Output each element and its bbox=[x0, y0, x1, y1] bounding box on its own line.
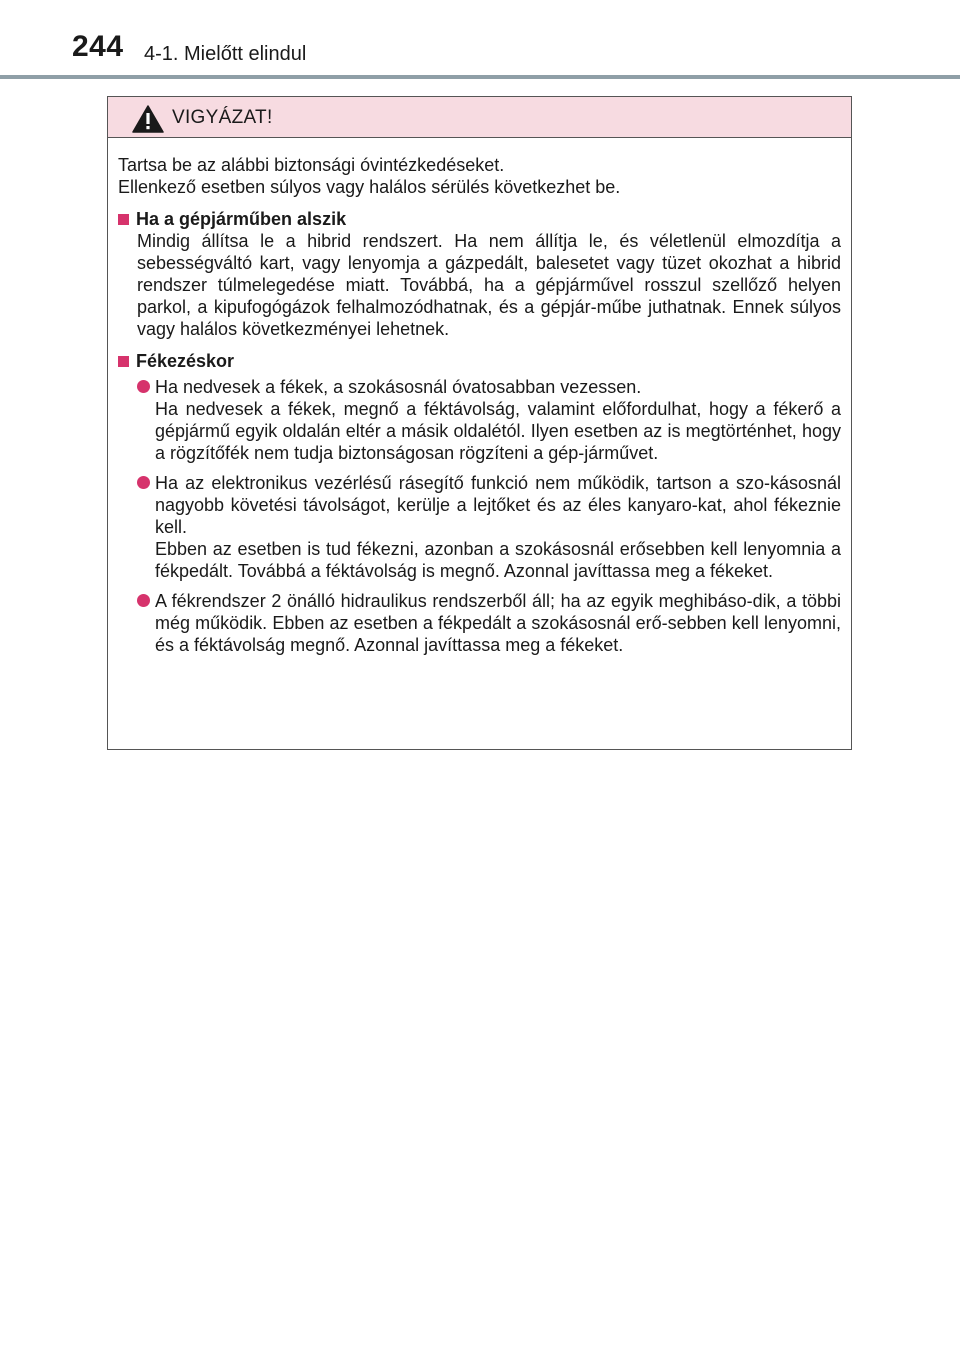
square-bullet-icon bbox=[118, 214, 129, 225]
header-divider bbox=[0, 75, 960, 79]
bullet-text: Ha nedvesek a fékek, a szokásosnál óvatosabban vezessen. bbox=[155, 377, 642, 397]
bullet-item bbox=[118, 472, 841, 582]
warning-header bbox=[108, 97, 851, 138]
bullet-text: Ha az elektronikus vezérlésű rásegítő funkció nem működik, tartson a szo-kásosnál nagyobb követési távolságot, kerülje a lejtőket és az éles kanyaro-kat, ahol fékeznie kell. bbox=[155, 473, 841, 537]
section-heading-text: Ha a gépjárműben alszik bbox=[136, 209, 347, 229]
bullet-text: Ebben az esetben is tud fékezni, azonban a szokásosnál erősebben kell lenyomnia a fékpedált. Továbbá a féktávolság is megnő. Azonnal javíttassa meg a fékeket. bbox=[155, 539, 841, 581]
section-sleeping bbox=[118, 208, 841, 340]
warning-triangle-icon bbox=[132, 105, 164, 133]
warning-title: VIGYÁZAT! bbox=[172, 107, 273, 128]
warning-intro bbox=[118, 154, 841, 198]
warning-box bbox=[107, 96, 852, 750]
bullet-text: A fékrendszer 2 önálló hidraulikus rendszerből áll; ha az egyik meghibáso-dik, a többi még működik. Ebben az esetben a fékpedált a szokásosnál erő-sebben kell lenyomni, és a féktávolság megnő. Azonnal javíttassa meg a fékeket. bbox=[155, 591, 841, 655]
circle-bullet-icon bbox=[137, 594, 150, 607]
intro-line: Tartsa be az alábbi biztonsági óvintézkedéseket. bbox=[118, 155, 505, 175]
page-number: 244 bbox=[72, 30, 124, 63]
page-header bbox=[0, 0, 960, 80]
section-heading-text: Fékezéskor bbox=[136, 351, 235, 371]
bullet-item bbox=[118, 590, 841, 656]
section-braking bbox=[118, 350, 841, 656]
section-text: Mindig állítsa le a hibrid rendszert. Ha nem állítja le, és véletlenül elmozdítja a sebességváltó kart, vagy lenyomja a gázpedált, balesetet vagy tüzet okozhat a hibrid rendszer túlmelegedése miatt. Továbbá, ha a gépjárművel rosszul szellőző helyen parkol, a kipufogógázok felhalmozódhatnak, és a gépjár-műbe juthatnak. Ennek súlyos vagy halálos következményei lehetnek. bbox=[137, 231, 841, 339]
circle-bullet-icon bbox=[137, 476, 150, 489]
bullet-text: Ha nedvesek a fékek, megnő a féktávolság, valamint előfordulhat, hogy a fékerő a gépjármű egyik oldalán eltér a másik oldalétól. Ilyen esetben az is megtörténhet, hogy a rögzítőfék nem tudja biztonságosan rögzíteni a gép-járművet. bbox=[155, 399, 841, 463]
bullet-item bbox=[118, 376, 841, 464]
circle-bullet-icon bbox=[137, 380, 150, 393]
section-heading bbox=[118, 350, 841, 372]
intro-line: Ellenkező esetben súlyos vagy halálos sérülés következhet be. bbox=[118, 177, 621, 197]
section-title: 4-1. Mielőtt elindul bbox=[144, 43, 307, 65]
square-bullet-icon bbox=[118, 356, 129, 367]
section-heading bbox=[118, 208, 841, 230]
warning-body bbox=[108, 138, 851, 656]
